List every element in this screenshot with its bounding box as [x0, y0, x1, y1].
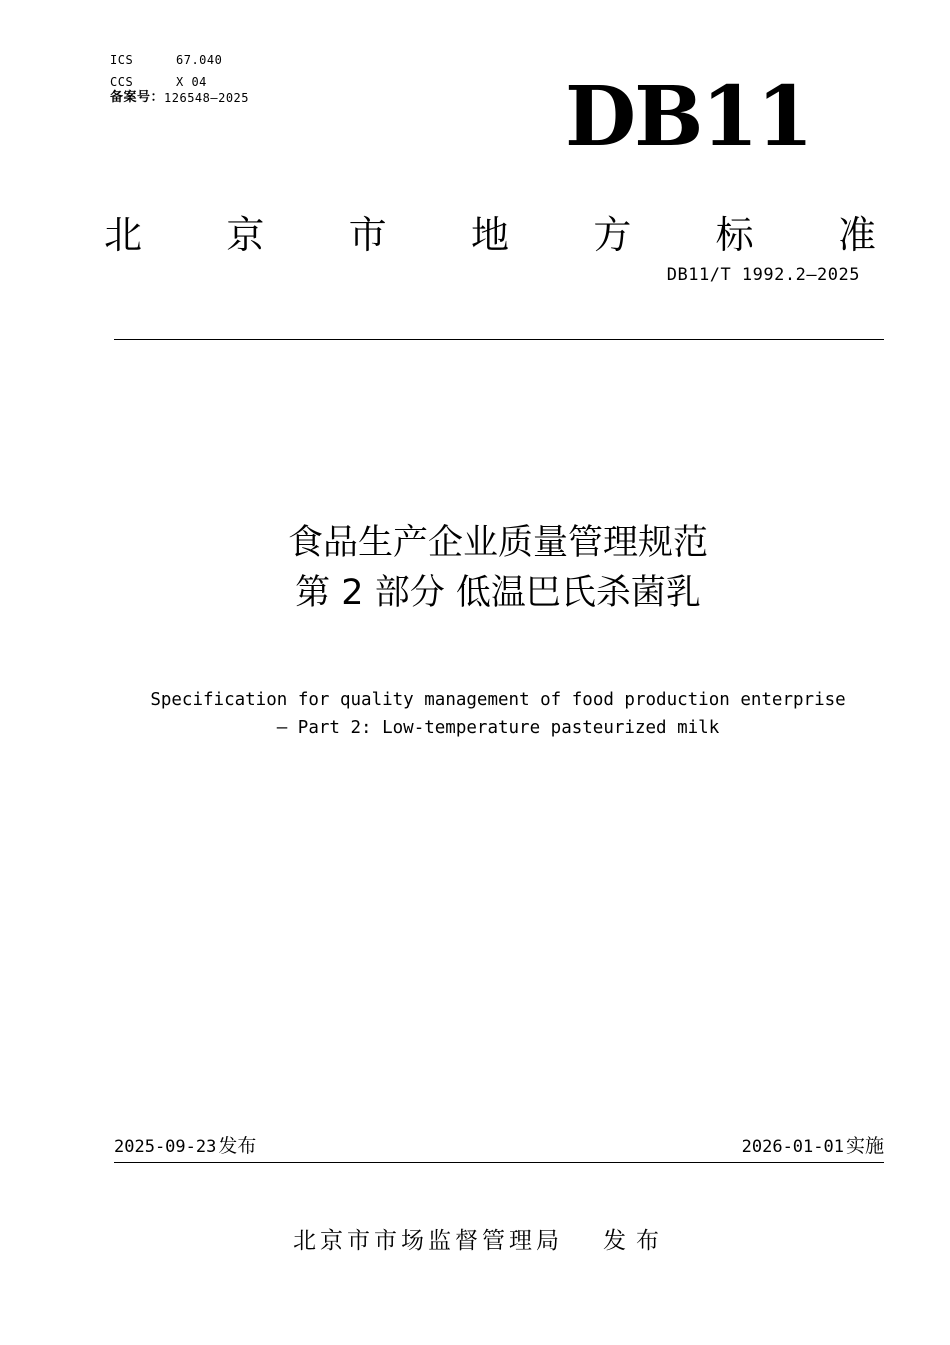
title-cn-line-2: 第 2 部分 低温巴氏杀菌乳	[295, 573, 701, 613]
category-char: 市	[348, 213, 387, 257]
category-char: 准	[837, 213, 876, 257]
ics-value: 67.040	[176, 53, 223, 67]
filing-label: 备案号：	[110, 90, 165, 105]
effective-date-label: 实施	[845, 1135, 884, 1157]
publisher-issue-label: 发布	[603, 1228, 669, 1254]
category-char: 京	[226, 213, 265, 257]
category-char: 北	[104, 213, 143, 257]
filing-value: 126548—2025	[164, 91, 249, 105]
top-divider	[114, 339, 884, 340]
db11-logo: DB11	[565, 69, 812, 165]
standard-category-heading	[104, 210, 876, 260]
ccs-value: X 04	[176, 75, 207, 89]
issue-date: 2025-09-23	[114, 1137, 217, 1157]
effective-date: 2026-01-01	[741, 1137, 844, 1157]
issue-date-block	[114, 1132, 256, 1161]
publisher-name: 北京市市场监督管理局	[293, 1228, 563, 1254]
title-cn-line-1: 食品生产企业质量管理规范	[287, 523, 708, 563]
title-en-line-1: Specification for quality management of food production enterprise	[150, 690, 846, 710]
category-char: 标	[715, 213, 754, 257]
bottom-divider	[114, 1162, 884, 1163]
issue-date-label: 发布	[218, 1135, 257, 1157]
ccs-label: CCS	[110, 75, 134, 89]
ics-row	[110, 49, 249, 71]
effective-date-block	[742, 1132, 884, 1161]
standard-number: DB11/T 1992.2—2025	[666, 265, 860, 285]
ics-label: ICS	[110, 53, 134, 67]
category-char: 地	[470, 213, 509, 257]
classification-block	[110, 49, 249, 107]
category-char: 方	[593, 213, 632, 257]
title-en-line-2: — Part 2: Low-temperature pasteurized milk	[276, 718, 720, 738]
dates-row	[114, 1132, 884, 1160]
publisher-line	[0, 1224, 950, 1258]
document-title-en	[0, 686, 950, 742]
filing-row	[110, 89, 249, 107]
document-title-cn	[0, 518, 950, 618]
